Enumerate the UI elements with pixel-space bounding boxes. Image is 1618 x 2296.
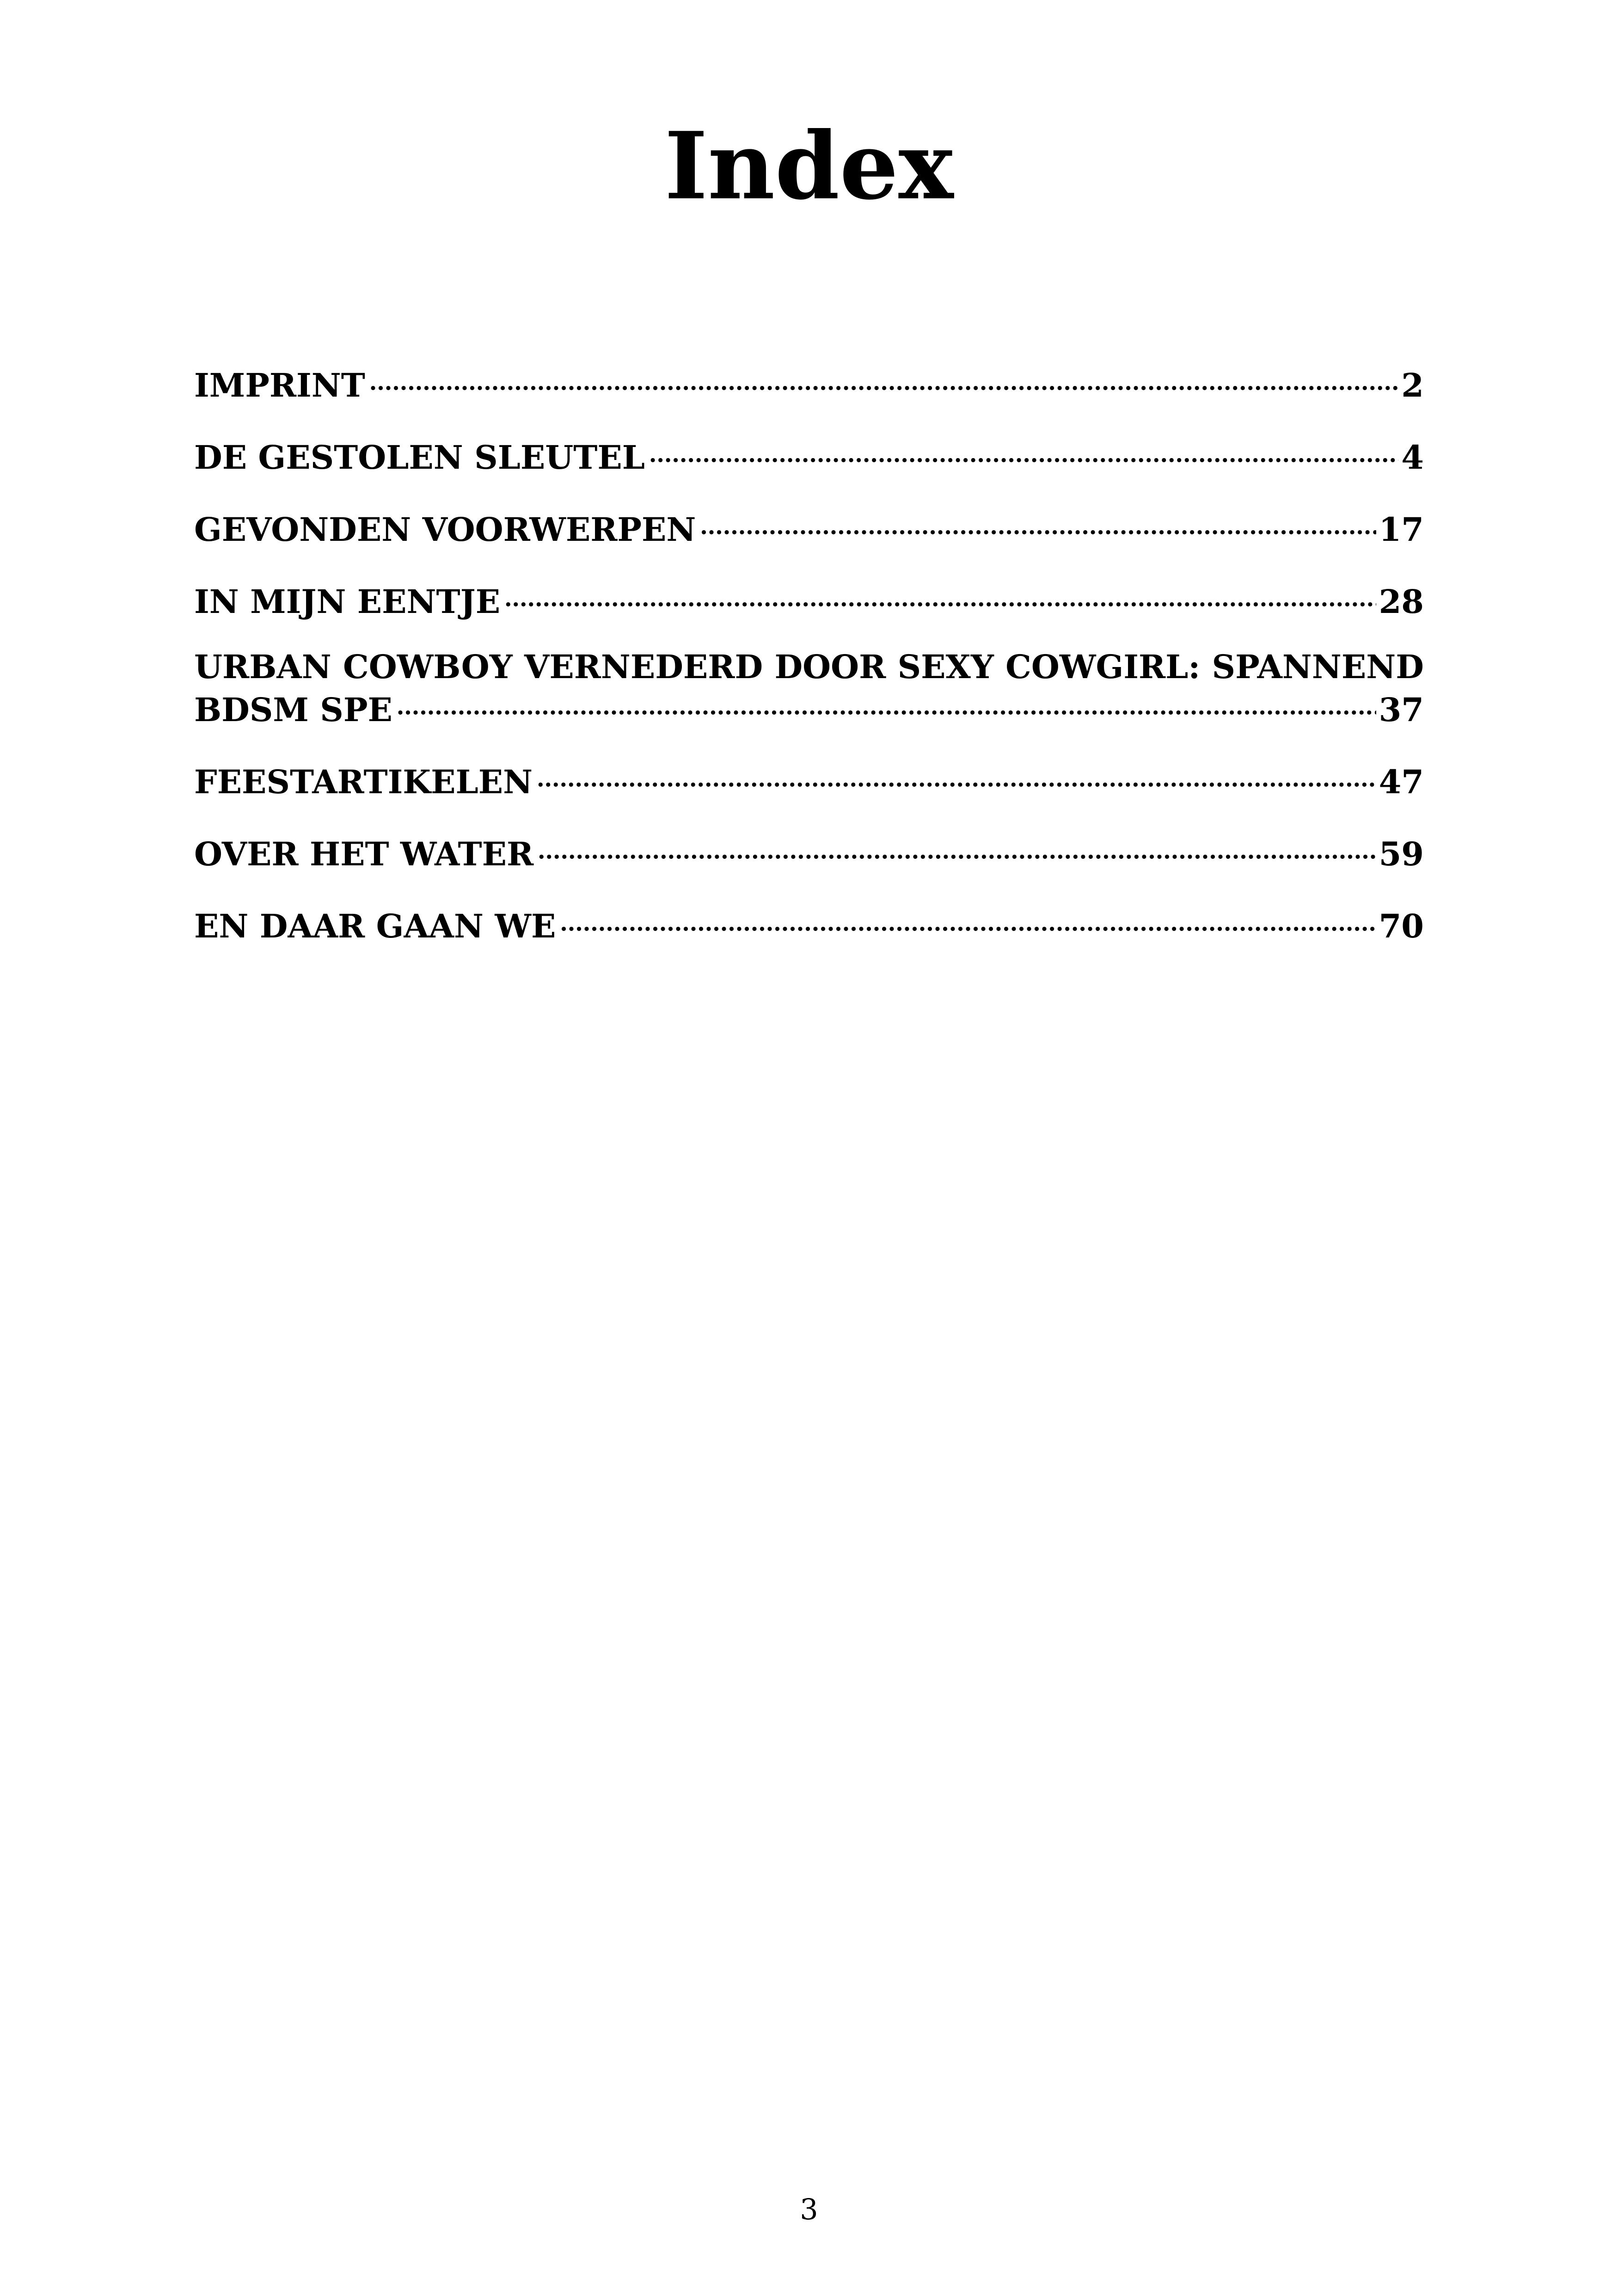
dot-leader bbox=[535, 757, 1376, 793]
toc-entry-in-mijn-eentje[interactable] bbox=[194, 577, 1424, 621]
toc-entry-label: GEVONDEN VOORWERPEN bbox=[194, 510, 696, 549]
dot-leader bbox=[648, 433, 1398, 469]
toc-entry-label: BDSM SPE bbox=[194, 691, 392, 729]
toc-entry-label: FEESTARTIKELEN bbox=[194, 763, 533, 801]
toc-label-word: COWBOY bbox=[343, 648, 513, 686]
toc-label-word: DOOR bbox=[774, 648, 886, 686]
dot-leader bbox=[536, 829, 1376, 865]
toc-entry-urban-cowboy[interactable] bbox=[194, 648, 1424, 729]
toc-entry-label: OVER HET WATER bbox=[194, 835, 534, 873]
toc-entry-label: IMPRINT bbox=[194, 366, 365, 404]
toc-entry-over-het-water[interactable] bbox=[194, 829, 1424, 873]
toc-entry-page: 4 bbox=[1401, 438, 1424, 477]
toc-entry-page: 2 bbox=[1401, 366, 1424, 404]
dot-leader bbox=[395, 685, 1376, 721]
toc-entry-label: DE GESTOLEN SLEUTEL bbox=[194, 438, 645, 477]
toc-label-word: VERNEDERD bbox=[524, 648, 763, 686]
dot-leader bbox=[368, 361, 1398, 397]
dot-leader bbox=[699, 505, 1376, 541]
toc-entry-gevonden-voorwerpen[interactable] bbox=[194, 505, 1424, 549]
toc-entry-page: 28 bbox=[1379, 582, 1424, 621]
page-title: Index bbox=[664, 112, 954, 220]
toc-entry-de-gestolen-sleutel[interactable] bbox=[194, 433, 1424, 477]
toc-entry-page: 17 bbox=[1379, 510, 1424, 549]
toc-label-word: SEXY bbox=[897, 648, 994, 686]
toc-entry-page: 37 bbox=[1379, 691, 1424, 729]
dot-leader bbox=[558, 901, 1376, 937]
page-number: 3 bbox=[800, 2192, 818, 2226]
toc-entry-feestartikelen[interactable] bbox=[194, 757, 1424, 801]
toc-label-word: COWGIRL: bbox=[1005, 648, 1201, 686]
dot-leader bbox=[503, 577, 1376, 613]
toc-entry-en-daar-gaan-we[interactable] bbox=[194, 901, 1424, 945]
table-of-contents bbox=[194, 361, 1424, 974]
toc-entry-label: IN MIJN EENTJE bbox=[194, 582, 501, 621]
toc-entry-page: 47 bbox=[1379, 763, 1424, 801]
toc-entry-page: 70 bbox=[1379, 907, 1424, 945]
toc-entry-label: EN DAAR GAAN WE bbox=[194, 907, 556, 945]
toc-label-word: URBAN bbox=[194, 648, 331, 686]
toc-entry-page: 59 bbox=[1379, 835, 1424, 873]
toc-entry-imprint[interactable] bbox=[194, 361, 1424, 404]
toc-entry-label-line-1 bbox=[194, 649, 1424, 685]
toc-label-word: SPANNEND bbox=[1212, 648, 1424, 686]
